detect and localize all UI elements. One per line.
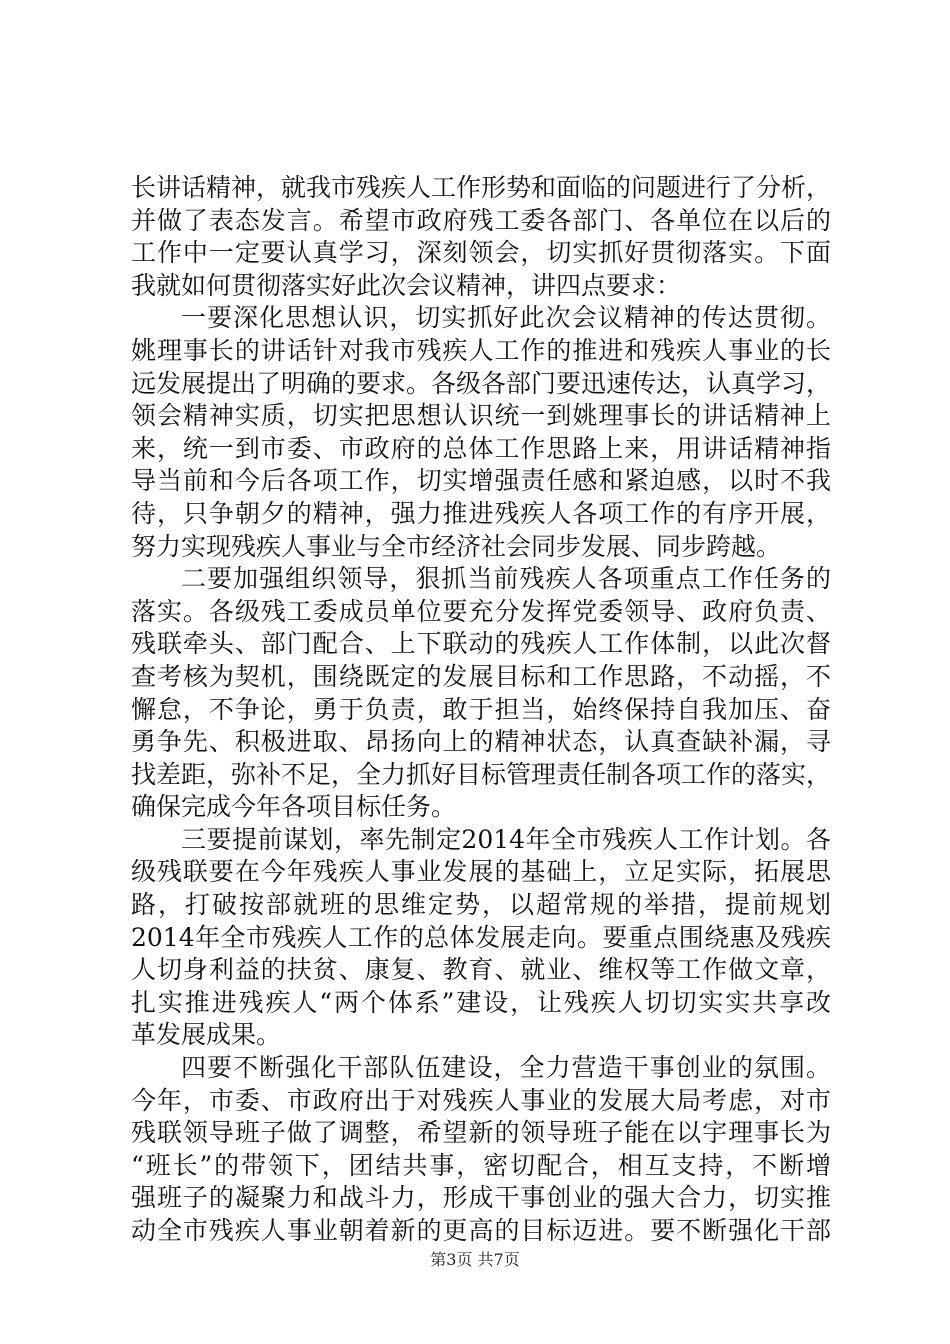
text-line: 来，统一到市委、市政府的总体工作思路上来，用讲话精神指 [131, 433, 831, 463]
text-line: 长讲话精神，就我市残疾人工作形势和面临的问题进行了分析， [131, 173, 832, 202]
text-line: 远发展提出了明确的要求。各级各部门要迅速传达，认真学习， [131, 368, 832, 398]
text-line: 级残联要在今年残疾人事业发展的基础上，立足实际，拓展思 [131, 857, 831, 887]
text-line: 找差距，弥补不足，全力抓好目标管理责任制各项工作的落实， [131, 759, 832, 789]
text-line: 待，只争朝夕的精神，强力推进残疾人各项工作的有序开展， [131, 498, 831, 528]
page-number-footer: 第3页 共7页 [430, 1250, 520, 1269]
text-line: 四要不断强化干部队伍建设，全力营造干事创业的氛围。 [181, 1053, 831, 1083]
text-line: 2014年全市残疾人工作的总体发展走向。要重点围绕惠及残疾 [131, 922, 831, 952]
text-line: 动全市残疾人事业朝着新的更高的目标迈进。要不断强化干部 [131, 1216, 831, 1245]
text-line: 确保完成今年各项目标任务。 [131, 792, 457, 822]
text-line: 姚理事长的讲话针对我市残疾人工作的推进和残疾人事业的长 [131, 335, 831, 365]
text-line: 革发展成果。 [131, 1020, 282, 1050]
document-body [131, 172, 831, 1248]
text-line: 三要提前谋划，率先制定2014年全市残疾人工作计划。各 [181, 824, 831, 854]
text-line: 路，打破按部就班的思维定势，以超常规的举措，提前规划 [131, 890, 831, 920]
text-line: 残联领导班子做了调整，希望新的领导班子能在以宇理事长为 [131, 1118, 831, 1148]
text-line: 查考核为契机，围绕既定的发展目标和工作思路，不动摇，不 [131, 661, 831, 691]
text-line: “班长”的带领下，团结共事，密切配合，相互支持，不断增 [131, 1150, 831, 1180]
text-line: 勇争先、积极进取、昂扬向上的精神状态，认真查缺补漏，寻 [131, 727, 831, 757]
text-line: 我就如何贯彻落实好此次会议精神，讲四点要求： [131, 270, 682, 300]
text-line: 努力实现残疾人事业与全市经济社会同步发展、同步跨越。 [131, 531, 782, 561]
text-line: 领会精神实质，切实把思想认识统一到姚理事长的讲话精神上 [131, 401, 831, 431]
text-line: 工作中一定要认真学习，深刻领会，切实抓好贯彻落实。下面 [131, 238, 831, 268]
text-line: 二要加强组织领导，狠抓当前残疾人各项重点工作任务的 [181, 564, 831, 594]
text-line: 强班子的凝聚力和战斗力，形成干事创业的强大合力，切实推 [131, 1183, 831, 1213]
text-line: 人切身利益的扶贫、康复、教育、就业、维权等工作做文章， [131, 955, 831, 985]
text-line: 扎实推进残疾人“两个体系”建设，让残疾人切切实实共享改 [131, 987, 831, 1017]
text-line: 残联牵头、部门配合、上下联动的残疾人工作体制，以此次督 [131, 629, 831, 659]
text-line: 今年，市委、市政府出于对残疾人事业的发展大局考虑，对市 [131, 1085, 831, 1115]
text-line: 一要深化思想认识，切实抓好此次会议精神的传达贯彻。 [181, 303, 831, 333]
text-line: 导当前和今后各项工作，切实增强责任感和紧迫感，以时不我 [131, 466, 831, 496]
text-line: 并做了表态发言。希望市政府残工委各部门、各单位在以后的 [131, 205, 831, 235]
text-line: 懈怠，不争论，勇于负责，敢于担当，始终保持自我加压、奋 [131, 694, 831, 724]
text-line: 落实。各级残工委成员单位要充分发挥党委领导、政府负责、 [131, 596, 831, 626]
